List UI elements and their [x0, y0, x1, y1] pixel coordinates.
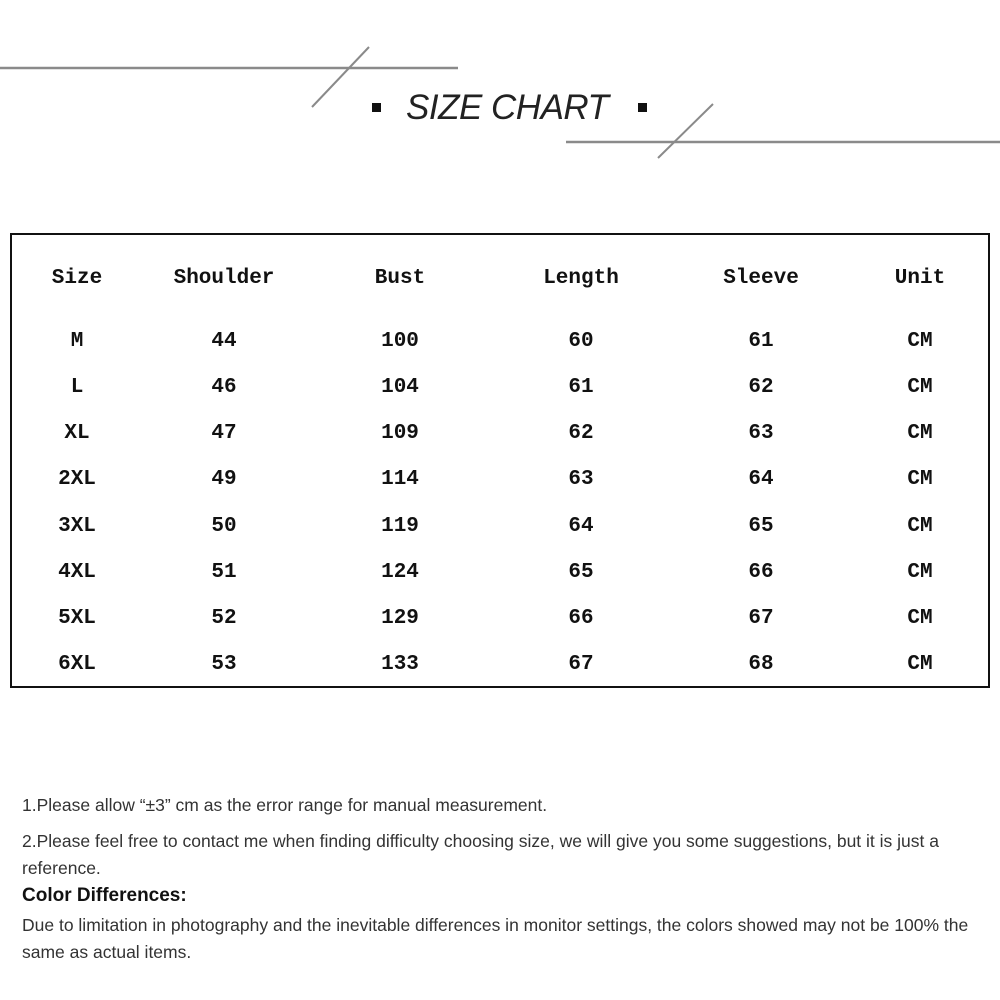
- table-cell-unit: CM: [907, 376, 933, 399]
- table-cell-bust: 100: [381, 330, 419, 353]
- table-cell-sleeve: 65: [748, 515, 774, 538]
- bottom-right-slash: [658, 104, 713, 158]
- note-contact: 2.Please feel free to contact me when finding difficulty choosing size, we will give you some suggestions, but it is just a reference.: [22, 831, 939, 878]
- table-cell-unit: CM: [907, 607, 933, 630]
- size-chart-title: [368, 86, 658, 130]
- table-cell-unit: CM: [907, 561, 933, 584]
- table-cell-sleeve: 62: [748, 376, 774, 399]
- table-cell-size: M: [70, 330, 84, 353]
- table-cell-bust: 119: [381, 515, 419, 538]
- top-left-slash: [312, 47, 369, 107]
- table-cell-size: L: [70, 376, 84, 399]
- table-cell-bust: 129: [381, 607, 419, 630]
- table-cell-unit: CM: [907, 330, 933, 353]
- table-cell-size: 6XL: [58, 653, 96, 676]
- table-cell-shoulder: 44: [211, 330, 237, 353]
- color-differences-text: Due to limitation in photography and the inevitable differences in monitor settings, the colors showed may not be 100% the same as actual items.: [22, 915, 969, 962]
- table-cell-size: 2XL: [58, 468, 96, 491]
- table-cell-sleeve: 67: [748, 607, 774, 630]
- table-cell-length: 64: [568, 515, 594, 538]
- table-cell-length: 62: [568, 422, 594, 445]
- table-cell-sleeve: 66: [748, 561, 774, 584]
- color-differences-heading: Color Differences:: [22, 885, 187, 906]
- table-cell-sleeve: 61: [748, 330, 774, 353]
- note-error-range: 1.Please allow “±3” cm as the error range for manual measurement.: [22, 795, 548, 815]
- table-cell-shoulder: 47: [211, 422, 237, 445]
- table-cell-size: XL: [64, 422, 90, 445]
- table-cell-shoulder: 51: [211, 561, 237, 584]
- table-cell-length: 60: [568, 330, 594, 353]
- table-cell-size: 4XL: [58, 561, 96, 584]
- table-cell-length: 67: [568, 653, 594, 676]
- column-header-size: Size: [51, 267, 103, 290]
- page-title: SIZE CHART: [406, 88, 609, 127]
- table-cell-unit: CM: [907, 422, 933, 445]
- table-cell-length: 63: [568, 468, 594, 491]
- table-cell-shoulder: 52: [211, 607, 237, 630]
- table-cell-unit: CM: [907, 468, 933, 491]
- table-cell-length: 61: [568, 376, 594, 399]
- table-cell-bust: 133: [381, 653, 419, 676]
- table-cell-unit: CM: [907, 515, 933, 538]
- table-cell-size: 5XL: [58, 607, 96, 630]
- table-cell-length: 66: [568, 607, 594, 630]
- column-header-sleeve: Sleeve: [723, 267, 799, 290]
- table-cell-shoulder: 50: [211, 515, 237, 538]
- column-header-length: Length: [543, 267, 619, 290]
- table-cell-shoulder: 53: [211, 653, 237, 676]
- table-cell-sleeve: 68: [748, 653, 774, 676]
- table-cell-length: 65: [568, 561, 594, 584]
- table-cell-shoulder: 46: [211, 376, 237, 399]
- column-header-unit: Unit: [894, 267, 946, 290]
- table-cell-shoulder: 49: [211, 468, 237, 491]
- table-cell-size: 3XL: [58, 515, 96, 538]
- table-cell-sleeve: 64: [748, 468, 774, 491]
- table-cell-bust: 114: [381, 468, 419, 491]
- table-cell-sleeve: 63: [748, 422, 774, 445]
- column-header-bust: Bust: [374, 267, 426, 290]
- table-cell-bust: 104: [381, 376, 419, 399]
- title-bullet-right-icon: [638, 103, 647, 112]
- size-table: [10, 233, 990, 688]
- title-bullet-left-icon: [372, 103, 381, 112]
- table-cell-bust: 124: [381, 561, 419, 584]
- table-cell-bust: 109: [381, 422, 419, 445]
- table-cell-unit: CM: [907, 653, 933, 676]
- column-header-shoulder: Shoulder: [173, 267, 275, 290]
